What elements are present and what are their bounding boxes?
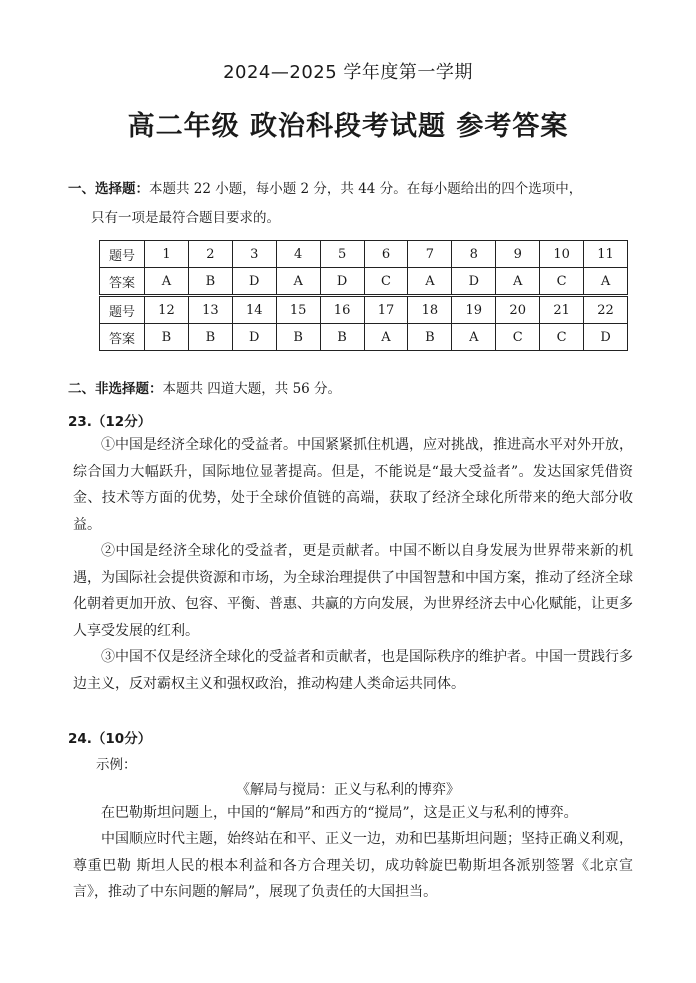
answer-cell: C <box>364 268 408 296</box>
q23-paragraph-1: ①中国是经济全球化的受益者。中国紧紧抓住机遇，应对挑战，推进高水平对外开放，综合国力大幅跃升，国际地位显著提高。但是，不能说是“最大受益者”。发达国家凭借资金、技术等方面的优势，处于全球价值链的高端，获取了经济全球化所带来的绝大部分收益。 <box>73 437 633 533</box>
question-number-cell: 17 <box>364 296 408 324</box>
q24-essay-title: 《解局与搅局：正义与私利的博弈》 <box>236 782 460 798</box>
answer-cell: D <box>232 268 276 296</box>
answer-cell: B <box>188 324 232 351</box>
question-number-cell: 6 <box>364 241 408 268</box>
section2-heading: 二、非选择题： <box>68 381 163 397</box>
question-number-cell: 1 <box>145 241 189 268</box>
question-number-cell: 8 <box>452 241 496 268</box>
q24-example-label: 示例： <box>96 757 137 773</box>
section1-heading: 一、选择题： <box>68 181 149 197</box>
row-label-answer: 答案 <box>100 324 145 351</box>
answer-cell: A <box>408 268 452 296</box>
answer-cell: C <box>540 268 584 296</box>
answer-cell: D <box>232 324 276 351</box>
answer-cell: B <box>188 268 232 296</box>
answer-cell: D <box>584 324 628 351</box>
row-label-question: 题号 <box>100 241 145 268</box>
answer-cell: C <box>496 324 540 351</box>
answer-cell: A <box>584 268 628 296</box>
question-number-cell: 20 <box>496 296 540 324</box>
answer-cell: A <box>145 268 189 296</box>
question-number-cell: 18 <box>408 296 452 324</box>
section2-desc: 本题共 四道大题，共 56 分。 <box>162 381 342 397</box>
question-number-cell: 9 <box>496 241 540 268</box>
question-number-cell: 19 <box>452 296 496 324</box>
section1-desc-line1: 本题共 22 小题，每小题 2 分，共 44 分。在每小题给出的四个选项中， <box>149 181 583 197</box>
q23-paragraph-2: ②中国是经济全球化的受益者，更是贡献者。中国不断以自身发展为世界带来新的机遇，为国际社会提供资源和市场，为全球治理提供了中国智慧和中国方案，推动了经济全球化朝着更加开放、包容、平衡、普惠、共赢的方向发展，为世界经济去中心化赋能，让更多人享受发展的红利。 <box>73 543 633 639</box>
question-number-cell: 22 <box>584 296 628 324</box>
answer-table <box>99 240 628 351</box>
table-row-questions-1 <box>100 241 628 268</box>
table-row-answers-1 <box>100 268 628 296</box>
answer-cell: A <box>496 268 540 296</box>
question-number-cell: 2 <box>188 241 232 268</box>
question-number-cell: 3 <box>232 241 276 268</box>
table-row-questions-2 <box>100 296 628 324</box>
question-number-cell: 13 <box>188 296 232 324</box>
answer-cell: C <box>540 324 584 351</box>
answer-cell: A <box>364 324 408 351</box>
exam-title: 高二年级 政治科段考试题 参考答案 <box>127 111 569 142</box>
q24-paragraph-2: 中国顺应时代主题，始终站在和平、正义一边，劝和巴基斯坦问题；坚持正确义利观，尊重巴勒 斯坦人民的根本利益和各方合理关切，成功斡旋巴勒斯坦各派别签署《北京宣言》，推动了中东问题的解局”，展现了负责任的大国担当。 <box>73 831 633 900</box>
answer-cell: D <box>452 268 496 296</box>
question-number-cell: 12 <box>145 296 189 324</box>
answer-cell: B <box>320 324 364 351</box>
year-term-heading: 2024—2025 学年度第一学期 <box>223 62 473 83</box>
row-label-question: 题号 <box>100 296 145 324</box>
answer-cell: B <box>408 324 452 351</box>
section1-line1 <box>68 177 582 197</box>
table-row-answers-2 <box>100 324 628 351</box>
section2-line <box>68 377 341 397</box>
question-number-cell: 11 <box>584 241 628 268</box>
answer-cell: B <box>145 324 189 351</box>
section1-desc-line2: 只有一项是最符合题目要求的。 <box>91 210 280 226</box>
q23-paragraph-3: ③中国不仅是经济全球化的受益者和贡献者，也是国际秩序的维护者。中国一贯践行多边主义，反对霸权主义和强权政治，推动构建人类命运共同体。 <box>73 649 633 692</box>
question-number-cell: 4 <box>276 241 320 268</box>
question-number-cell: 15 <box>276 296 320 324</box>
question-number-cell: 10 <box>540 241 584 268</box>
answer-cell: A <box>276 268 320 296</box>
q24-number: 24.（10分） <box>68 731 152 747</box>
question-number-cell: 16 <box>320 296 364 324</box>
q24-paragraph-1: 在巴勒斯坦问题上，中国的“解局”和西方的“搅局”，这是正义与私利的博弈。 <box>101 805 578 821</box>
question-number-cell: 21 <box>540 296 584 324</box>
row-label-answer: 答案 <box>100 268 145 296</box>
answer-cell: D <box>320 268 364 296</box>
q23-number: 23.（12分） <box>68 414 152 430</box>
question-number-cell: 7 <box>408 241 452 268</box>
answer-cell: A <box>452 324 496 351</box>
question-number-cell: 5 <box>320 241 364 268</box>
answer-cell: B <box>276 324 320 351</box>
question-number-cell: 14 <box>232 296 276 324</box>
